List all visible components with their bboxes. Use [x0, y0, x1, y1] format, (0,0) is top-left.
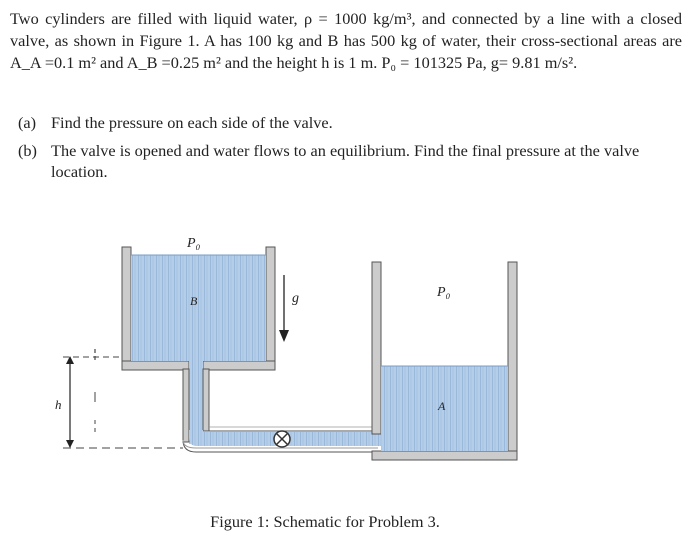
tank-b-water [131, 255, 266, 361]
part-a-label: (a) [18, 113, 37, 132]
tank-b-left-wall [122, 247, 131, 369]
left-pressure-label: P₀ [187, 236, 201, 251]
part-b-text: The valve is opened and water flows to an equilibrium. Find the final pressure at the valve location. [51, 140, 640, 181]
tank-b-label: B [190, 294, 198, 308]
tank-b-bottom-left [122, 361, 189, 370]
figure-caption [0, 512, 700, 532]
pipe-vertical-right-wall [203, 369, 209, 431]
height-label: h [55, 397, 62, 412]
right-pressure-label: P₀ [437, 285, 451, 300]
figure-caption-text: Figure 1: Schematic for Problem 3. [210, 512, 440, 531]
tank-b-right-wall [266, 247, 275, 369]
tank-a-label: A [438, 399, 446, 413]
problem-intro: Two cylinders are filled with liquid water, ρ = 1000 kg/m³, and connected by a line with a closed valve, as shown in Figure 1. A has 100 kg and B has 500 kg of water, their cross-sectional areas are A_A =0.1 m² and A_B =0.25 m² and the height h is 1 m. P₀ = 101325 Pa, g= 9.81 m/s². [10, 9, 682, 72]
tank-b [122, 247, 275, 370]
tank-a-right-wall [508, 262, 517, 460]
tank-a-bottom-wall [372, 451, 517, 460]
gravity-label: g [292, 291, 299, 306]
connecting-pipe [183, 361, 386, 452]
pipe-vertical-left-wall [183, 369, 189, 442]
tank-a-left-wall [372, 262, 381, 434]
gravity-arrow-icon [279, 275, 289, 342]
tank-b-bottom-right [203, 361, 275, 370]
valve-icon[interactable] [274, 431, 290, 447]
part-a-text: Find the pressure on each side of the valve. [51, 113, 333, 132]
part-b-label: (b) [18, 140, 37, 160]
